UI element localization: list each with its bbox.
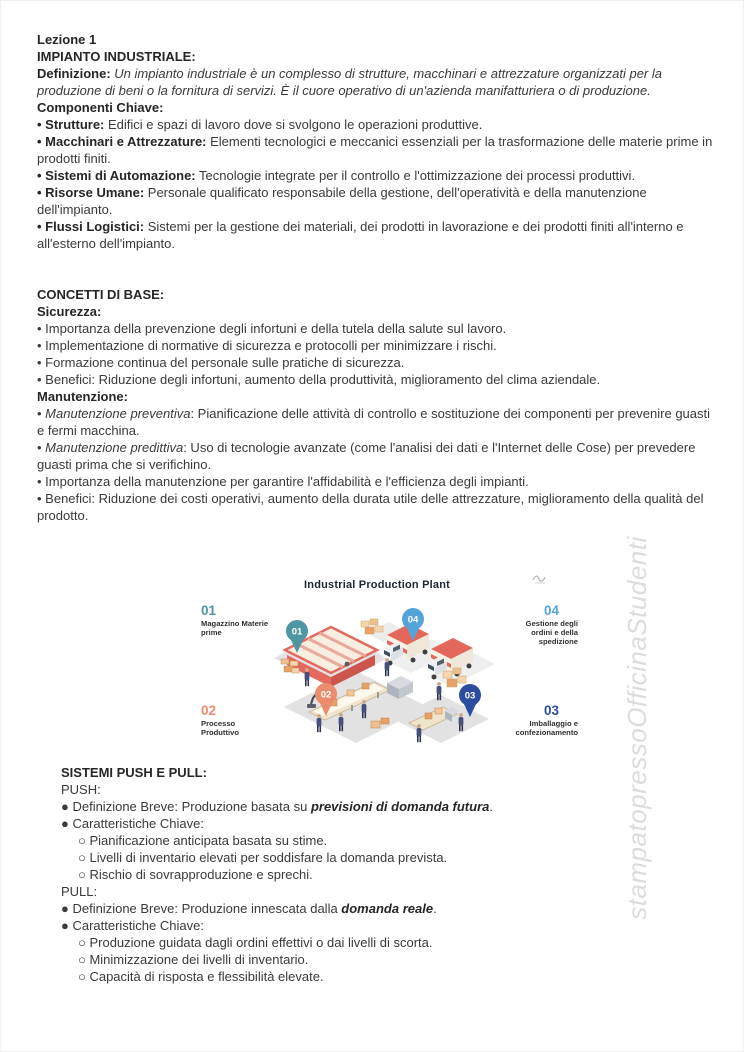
bullet-item: • Manutenzione preventiva: Pianificazione delle attività di controllo e sostituzione dei componenti per prevenire guasti e fermi macchina.	[37, 406, 711, 438]
bullet-item: • Strutture: Edifici e spazi di lavoro dove si svolgono le operazioni produttive.	[37, 117, 483, 132]
bullet-item: • Importanza della manutenzione per garantire l'affidabilità e l'efficienza degli impianti.	[37, 474, 529, 489]
svg-text:01: 01	[201, 603, 217, 618]
manutenzione-heading: Manutenzione:	[37, 389, 128, 404]
concetti-heading: CONCETTI DI BASE:	[37, 287, 165, 302]
bullet-item: • Flussi Logistici: Sistemi per la gestione dei materiali, dei prodotti in lavorazione e dei prodotti finiti all'interno e all'esterno dell'impianto.	[37, 219, 684, 251]
svg-text:spedizione: spedizione	[538, 637, 578, 646]
bullet-item: • Benefici: Riduzione degli infortuni, aumento della produttività, miglioramento del clima aziendale.	[37, 372, 601, 387]
definizione-text: Un impianto industriale è un complesso di strutture, macchinari e attrezzature organizzati per la produzione di beni o la fornitura di servizi. È il cuore operativo di un'azienda manifatturiera o di produzione.	[37, 66, 662, 98]
pull-item: ○ Produzione guidata dagli ordini effettivi o dai livelli di scorta.	[78, 935, 433, 950]
bullet-item: • Macchinari e Attrezzature: Elementi tecnologici e meccanici essenziali per la trasformazione delle materie prime in prodotti finiti.	[37, 134, 713, 166]
pull-label: PULL:	[61, 884, 98, 899]
bullet-item: • Risorse Umane: Personale qualificato responsabile della gestione, dell'operatività e della manutenzione dell'impianto.	[37, 185, 647, 217]
svg-text:04: 04	[407, 614, 419, 626]
lesson-title: Lezione 1	[37, 32, 97, 47]
pushpull-heading: SISTEMI PUSH E PULL:	[61, 765, 207, 780]
svg-text:03: 03	[543, 703, 559, 718]
diagram-title: Industrial Production Plant	[304, 579, 450, 591]
svg-text:Imballaggio e: Imballaggio e	[529, 719, 578, 728]
pushpull-section	[61, 764, 701, 985]
push-item: ○ Pianificazione anticipata basata su stime.	[78, 833, 328, 848]
illustrator-logo-icon	[533, 576, 545, 583]
bullet-item: • Importanza della prevenzione degli infortuni e della tutela della salute sul lavoro.	[37, 321, 507, 336]
svg-text:prime: prime	[201, 628, 222, 637]
svg-text:Processo: Processo	[201, 719, 236, 728]
intro-section	[37, 31, 713, 252]
push-label: PUSH:	[61, 782, 101, 797]
bullet-item: • Formazione continua del personale sulle pratiche di sicurezza.	[37, 355, 405, 370]
svg-text:04: 04	[543, 603, 559, 618]
diagram-label-02	[201, 703, 239, 737]
push-item: ○ Livelli di inventario elevati per soddisfare la domanda prevista.	[78, 850, 448, 865]
svg-text:Magazzino Materie: Magazzino Materie	[201, 619, 269, 628]
svg-text:02: 02	[201, 703, 217, 718]
concetti-section	[37, 286, 713, 524]
svg-text:confezionamento: confezionamento	[515, 728, 578, 737]
svg-text:02: 02	[320, 689, 332, 701]
sicurezza-heading: Sicurezza:	[37, 304, 102, 319]
pull-item: ○ Capacità di risposta e flessibilità elevate.	[78, 969, 324, 984]
pull-item: ○ Minimizzazione dei livelli di inventario.	[78, 952, 309, 967]
push-characteristics-heading: ● Caratteristiche Chiave:	[61, 816, 204, 831]
diagram-label-04	[526, 603, 579, 646]
svg-text:ordini e della: ordini e della	[531, 628, 578, 637]
svg-text:Produttivo: Produttivo	[201, 728, 239, 737]
impianto-heading: IMPIANTO INDUSTRIALE:	[37, 49, 196, 64]
definizione-label: Definizione:	[37, 66, 111, 81]
pull-characteristics-heading: ● Caratteristiche Chiave:	[61, 918, 204, 933]
diagram-label-01	[201, 603, 268, 637]
definizione-paragraph	[37, 65, 713, 99]
bullet-item: • Sistemi di Automazione: Tecnologie integrate per il controllo e l'ottimizzazione dei processi produttivi.	[37, 168, 636, 183]
bullet-item: • Benefici: Riduzione dei costi operativi, aumento della durata utile delle attrezzature, miglioramento della qualità del prodotto.	[37, 491, 704, 523]
push-item: ○ Rischio di sovrapproduzione e sprechi.	[78, 867, 313, 882]
componenti-heading: Componenti Chiave:	[37, 100, 164, 115]
svg-text:03: 03	[464, 690, 476, 702]
bullet-item: • Manutenzione predittiva: Uso di tecnologie avanzate (come l'analisi dei dati e l'Internet delle Cose) per prevedere guasti prima che si verifichino.	[37, 440, 696, 472]
industrial-plant-illustration	[191, 571, 579, 766]
bullet-item: • Implementazione di normative di sicurezza e protocolli per minimizzare i rischi.	[37, 338, 497, 353]
watermark: stampatopressoOfficinaStudenti	[622, 536, 652, 920]
svg-text:01: 01	[291, 626, 303, 638]
diagram-label-03	[516, 703, 579, 737]
pull-definition: ● Definizione Breve: Produzione innescata dalla domanda reale.	[61, 901, 437, 916]
push-definition: ● Definizione Breve: Produzione basata su previsioni di domanda futura.	[61, 799, 493, 814]
svg-text:Gestione degli: Gestione degli	[525, 619, 578, 628]
